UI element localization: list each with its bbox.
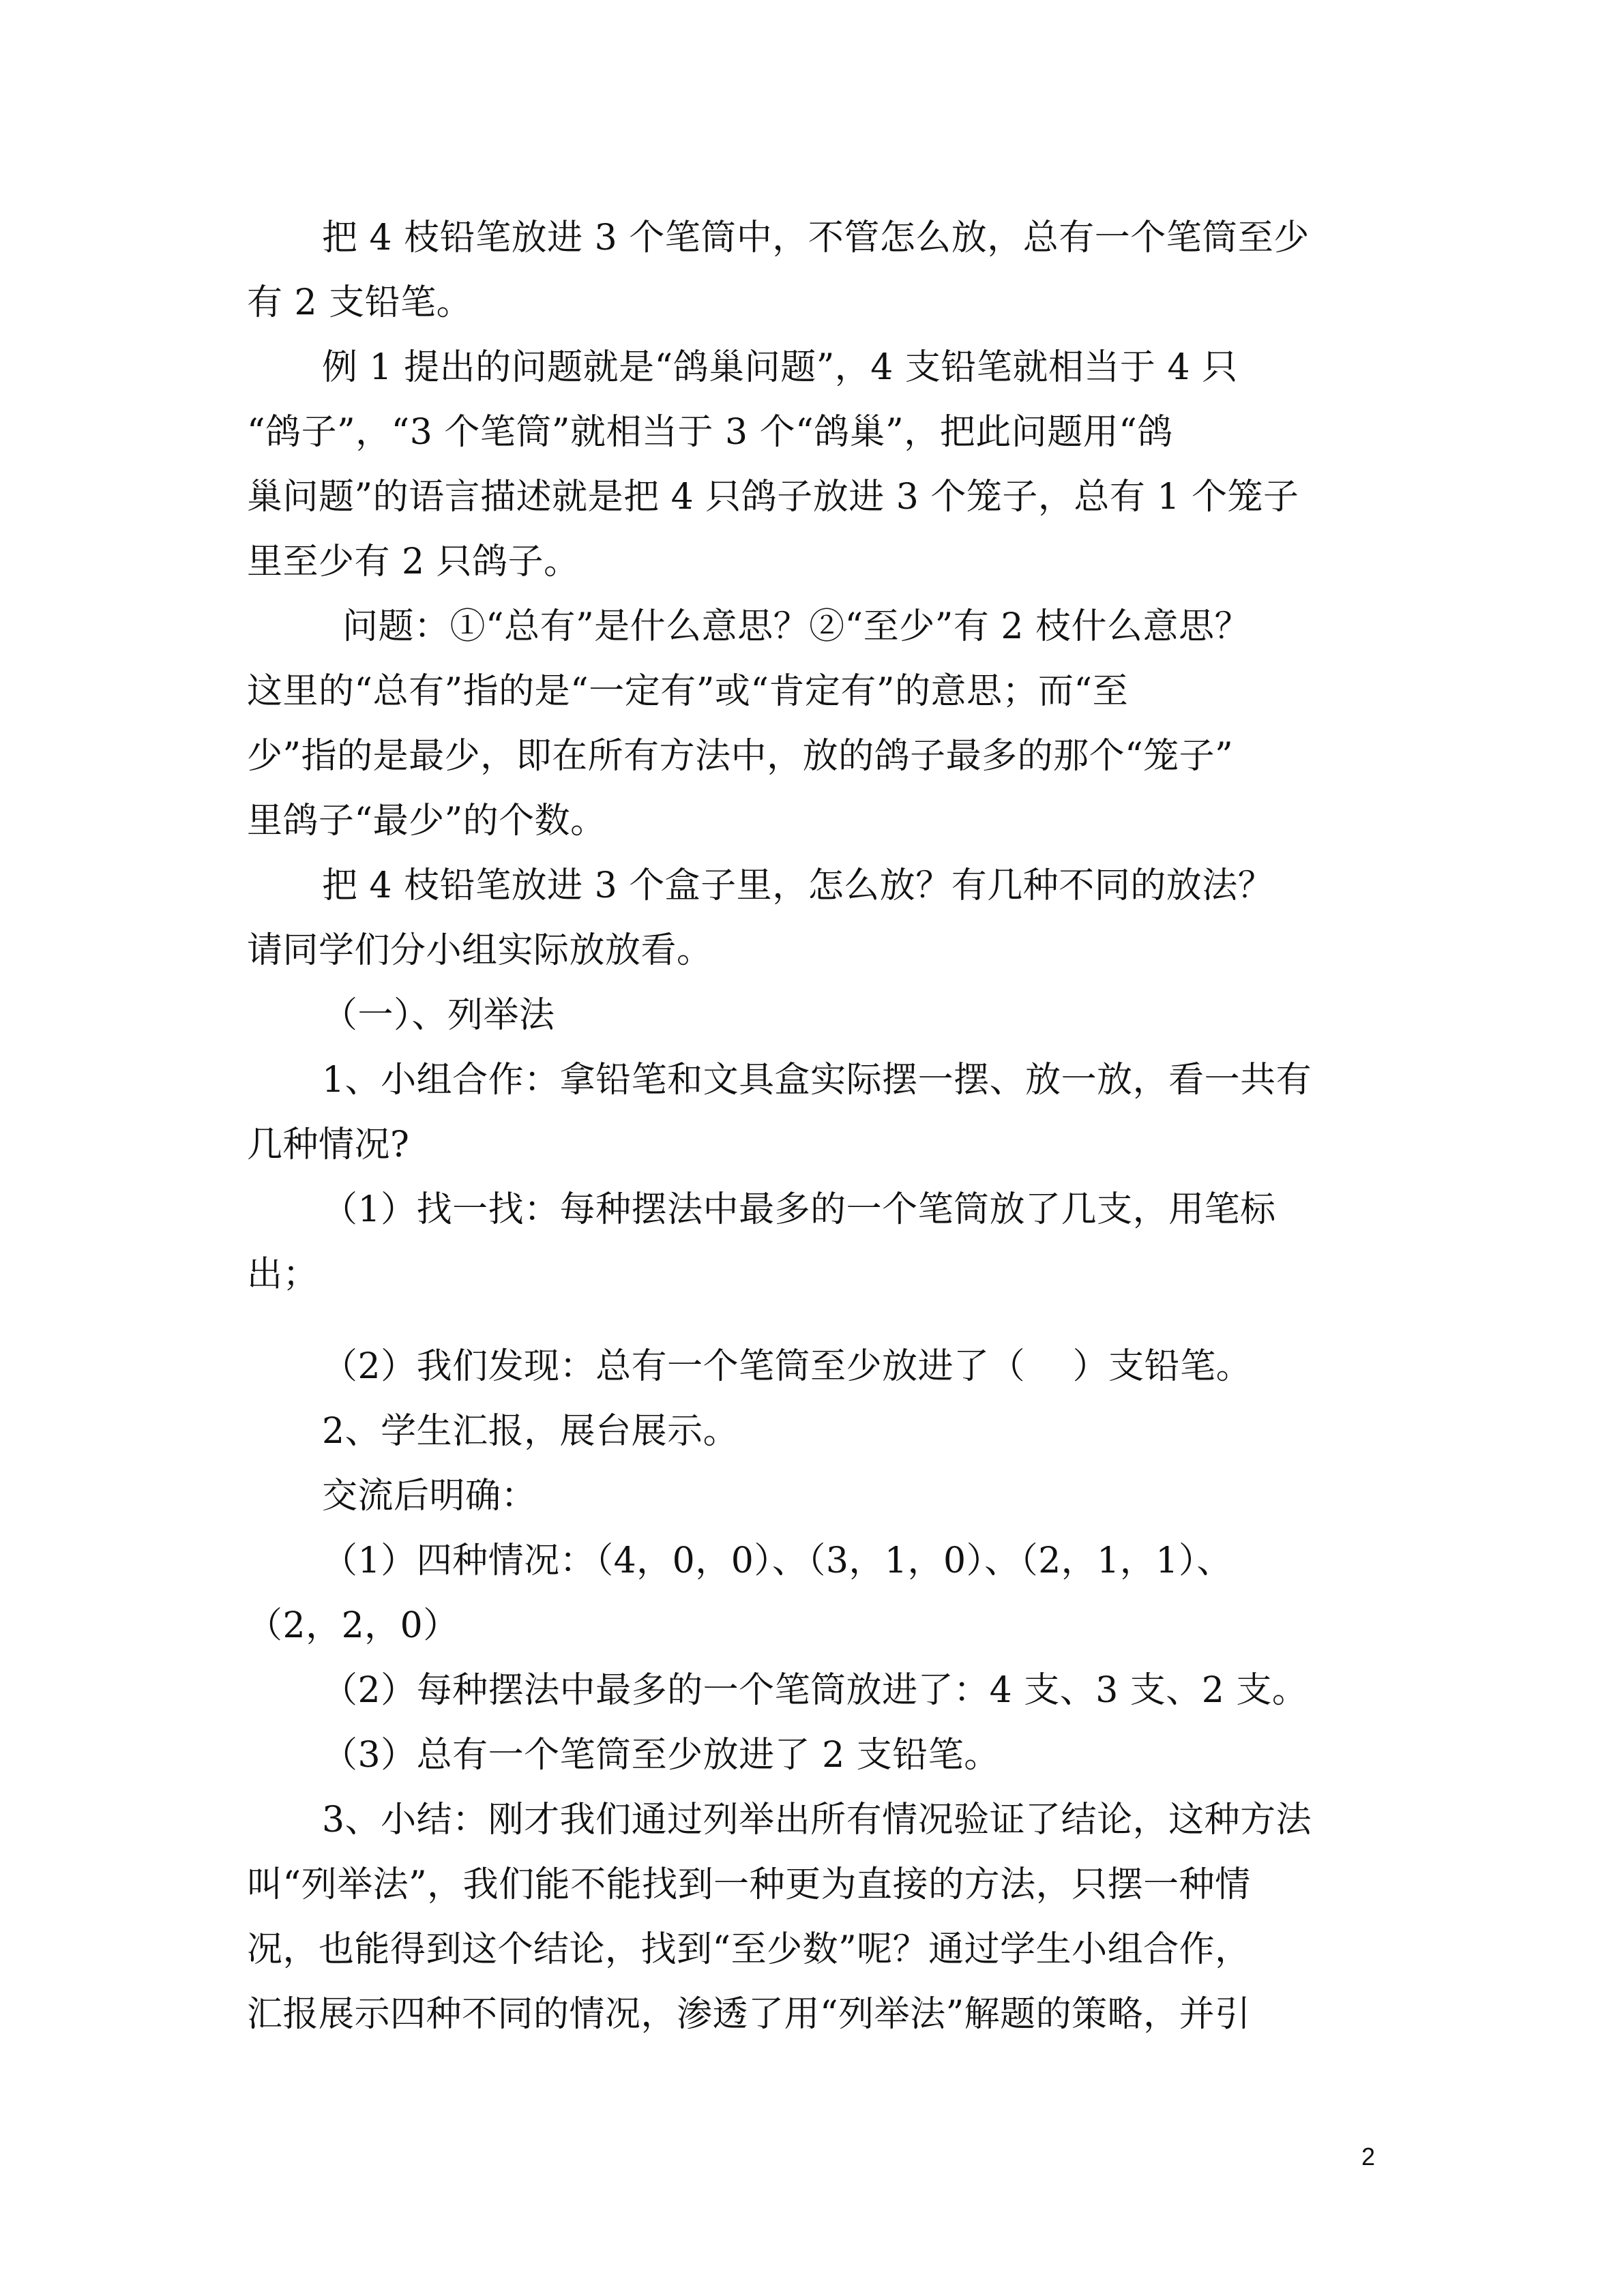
text-line: 出； bbox=[247, 1254, 319, 1295]
paragraph bbox=[247, 1788, 1379, 2047]
text-line: 把 4 枝铅笔放进 3 个盒子里，怎么放？有几种不同的放法？ bbox=[322, 865, 1274, 906]
text-line: （一）、列举法 bbox=[322, 995, 555, 1036]
text-line: （3）总有一个笔筒至少放进了 2 支铅笔。 bbox=[322, 1735, 1000, 1776]
text-line: “鸽子”，“3 个笔筒”就相当于 3 个“鸽巢”，把此问题用“鸽 bbox=[247, 412, 1173, 453]
section-heading bbox=[247, 983, 1379, 1048]
text-line: （1）四种情况：（4，0，0）、（3，1，0）、（2，1，1）、 bbox=[322, 1540, 1232, 1581]
paragraph bbox=[247, 1399, 1379, 1464]
text-line: 问题：①“总有”是什么意思？②“至少”有 2 枝什么意思？ bbox=[342, 606, 1250, 647]
text-line: 请同学们分小组实际放放看。 bbox=[247, 930, 713, 971]
text-line: （1）找一找：每种摆法中最多的一个笔筒放了几支，用笔标 bbox=[322, 1189, 1276, 1230]
text-line: 少”指的是最少，即在所有方法中，放的鸽子最多的那个“笼子” bbox=[247, 736, 1234, 777]
paragraph bbox=[247, 206, 1379, 336]
text-line: 这里的“总有”指的是“一定有”或“肯定有”的意思；而“至 bbox=[247, 671, 1129, 712]
paragraph bbox=[247, 336, 1379, 595]
paragraph bbox=[247, 1658, 1379, 1723]
paragraph bbox=[247, 1048, 1379, 1178]
text-line: （2）每种摆法中最多的一个笔筒放进了：4 支、3 支、2 支。 bbox=[322, 1670, 1308, 1711]
paragraph bbox=[247, 1178, 1379, 1307]
text-line: 里鸽子“最少”的个数。 bbox=[247, 801, 606, 841]
text-line: 况，也能得到这个结论，找到“至少数”呢？通过学生小组合作， bbox=[247, 1929, 1251, 1970]
text-line: 3、小结：刚才我们通过列举出所有情况验证了结论，这种方法 bbox=[322, 1800, 1312, 1840]
text-line: 里至少有 2 只鸽子。 bbox=[247, 541, 580, 582]
text-line: 把 4 枝铅笔放进 3 个笔筒中，不管怎么放，总有一个笔筒至少 bbox=[322, 218, 1310, 258]
paragraph bbox=[247, 1464, 1379, 1529]
paragraph bbox=[247, 1335, 1379, 1399]
document-body bbox=[247, 206, 1379, 2047]
paragraph bbox=[247, 595, 1379, 854]
text-line: 交流后明确： bbox=[322, 1476, 537, 1517]
text-line: 例 1 提出的问题就是“鸽巢问题”，4 支铅笔就相当于 4 只 bbox=[322, 347, 1238, 388]
text-line: 2、学生汇报，展台展示。 bbox=[322, 1411, 739, 1452]
text-line: 有 2 支铅笔。 bbox=[247, 282, 473, 323]
page-number: 2 bbox=[1361, 2143, 1376, 2171]
text-line: 巢问题”的语言描述就是把 4 只鸽子放进 3 个笼子，总有 1 个笼子 bbox=[247, 477, 1299, 518]
paragraph bbox=[247, 1529, 1379, 1658]
text-line: 叫“列举法”，我们能不能找到一种更为直接的方法，只摆一种情 bbox=[247, 1864, 1251, 1905]
text-line: 1、小组合作：拿铅笔和文具盒实际摆一摆、放一放，看一共有 bbox=[322, 1060, 1312, 1101]
paragraph bbox=[247, 1723, 1379, 1788]
text-line: 汇报展示四种不同的情况，渗透了用“列举法”解题的策略，并引 bbox=[247, 1994, 1251, 2035]
paragraph bbox=[247, 854, 1379, 983]
text-line: （2，2，0） bbox=[247, 1605, 459, 1646]
text-line: 几种情况? bbox=[247, 1124, 410, 1165]
text-line: （2）我们发现：总有一个笔筒至少放进了（ ）支铅笔。 bbox=[322, 1346, 1252, 1387]
